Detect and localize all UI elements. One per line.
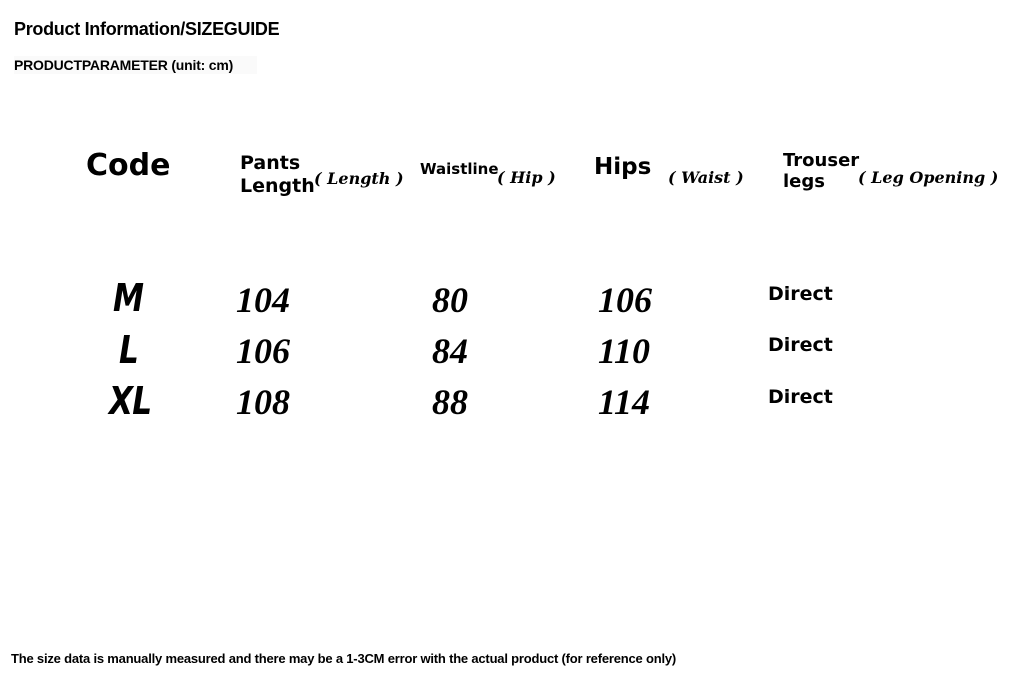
trouser-legs-cell: Direct <box>768 283 833 305</box>
header-pants-length <box>240 152 315 198</box>
trouser-legs-cell: Direct <box>768 334 833 356</box>
hips-cell: 114 <box>598 382 651 422</box>
pants-length-cell: 106 <box>236 331 290 371</box>
hips-cell: 110 <box>598 331 651 371</box>
header-code: Code <box>86 148 171 183</box>
page-subtitle: PRODUCTPARAMETER (unit: cm) <box>14 56 257 74</box>
size-code-cell: XL <box>109 379 152 423</box>
header-waistline-paren: ( Hip ) <box>497 168 556 187</box>
size-code-cell: M <box>113 276 144 320</box>
pants-length-cell: 104 <box>236 280 290 320</box>
header-pants-length-paren: ( Length ) <box>314 169 404 188</box>
hips-cell: 106 <box>598 280 652 320</box>
trouser-legs-cell: Direct <box>768 386 833 408</box>
header-hips-paren: ( Waist ) <box>668 168 744 187</box>
waistline-cell: 88 <box>432 382 468 422</box>
header-pants-length-line1: Pants <box>240 152 301 174</box>
header-waistline: Waistline <box>420 160 499 178</box>
header-pants-length-line2: Length <box>240 175 315 197</box>
header-hips: Hips <box>594 154 652 180</box>
pants-length-cell: 108 <box>236 382 290 422</box>
header-trouser-legs-line1: Trouser <box>783 150 860 171</box>
header-trouser-legs <box>783 150 859 192</box>
size-code-cell: L <box>119 328 139 372</box>
header-trouser-legs-line2: legs <box>783 171 825 192</box>
measurement-disclaimer: The size data is manually measured and there may be a 1-3CM error with the actual product (for reference only) <box>11 651 677 666</box>
waistline-cell: 84 <box>432 331 468 371</box>
waistline-cell: 80 <box>432 280 468 320</box>
header-trouser-legs-paren: ( Leg Opening ) <box>858 168 999 187</box>
page-title: Product Information/SIZEGUIDE <box>14 19 280 39</box>
